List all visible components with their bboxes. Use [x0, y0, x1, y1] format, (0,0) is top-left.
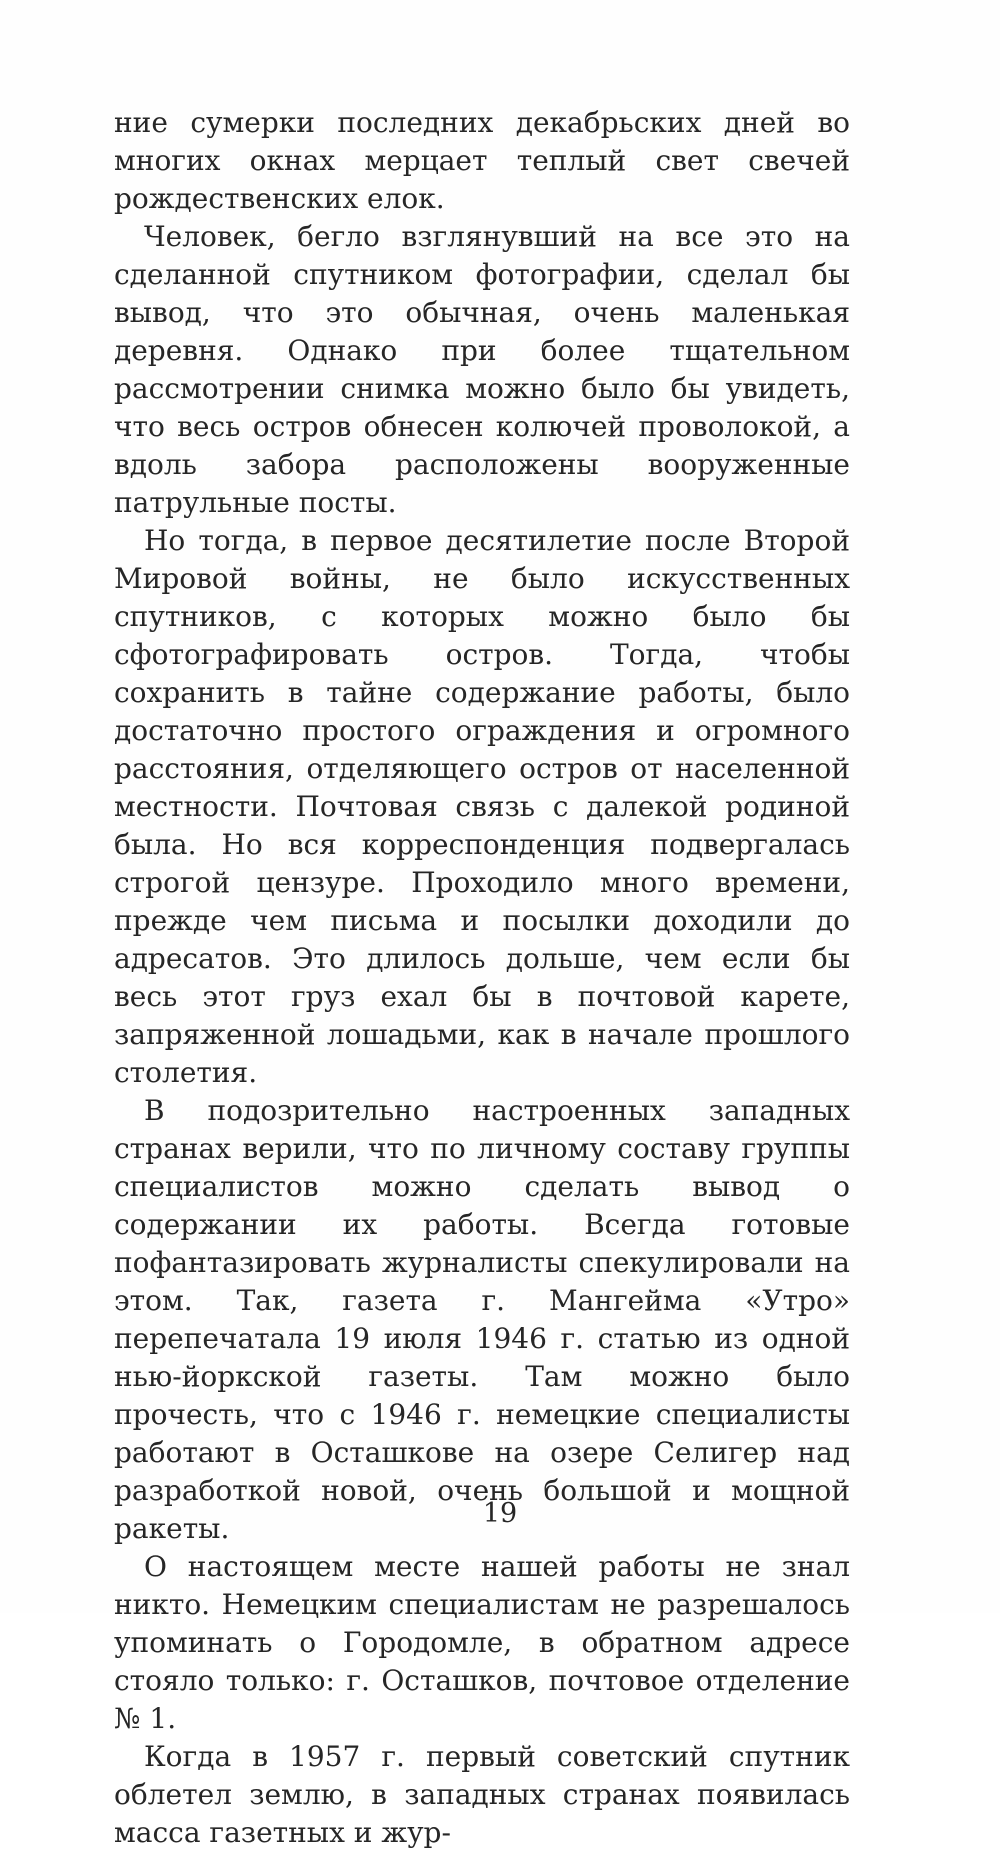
paragraph-3: Но тогда, в первое десятилетие после Второй Мировой войны, не было искусственных спутников, с которых можно было бы сфотографировать остров. Тогда, чтобы сохранить в тайне содержание работы, было достаточно простого ограждения и огромного расстояния, отделяющего остров от населенной местности. Почтовая связь с далекой родиной была. Но вся корреспонденция подвергалась строгой цензуре. Проходило много времени, прежде чем письма и посылки доходили до адресатов. Это длилось дольше, чем если бы весь этот груз ехал бы в почтовой карете, запряженной лошадьми, как в начале прошлого столетия.: [114, 524, 850, 1089]
body-text: [114, 104, 850, 1852]
paragraph-6: Когда в 1957 г. первый советский спутник облетел землю, в западных странах появилась масса газетных и жур-: [114, 1740, 850, 1849]
paragraph-4: В подозрительно настроенных западных странах верили, что по личному составу группы специалистов можно сделать вывод о содержании их работы. Всегда готовые пофантазировать журналисты спекулировали на этом. Так, газета г. Мангейма «Утро» перепечатала 19 июля 1946 г. статью из одной нью-йоркской газеты. Там можно было прочесть, что с 1946 г. немецкие специалисты работают в Осташкове на озере Селигер над разработкой новой, очень большой и мощной ракеты.: [114, 1094, 850, 1545]
paragraph-1: ние сумерки последних декабрьских дней во многих окнах мерцает теплый свет свечей рождественских елок.: [114, 106, 850, 215]
paragraph-2: Человек, бегло взглянувший на все это на сделанной спутником фотографии, сделал бы вывод, что это обычная, очень маленькая деревня. Однако при более тщательном рассмотрении снимка можно было бы увидеть, что весь остров обнесен колючей проволокой, а вдоль забора расположены вооруженные патрульные посты.: [114, 220, 850, 519]
paragraph-5: О настоящем месте нашей работы не знал никто. Немецким специалистам не разрешалось упоминать о Городомле, в обратном адресе стояло только: г. Осташков, почтовое отделение № 1.: [114, 1550, 850, 1735]
page-number: 19: [482, 1498, 518, 1529]
